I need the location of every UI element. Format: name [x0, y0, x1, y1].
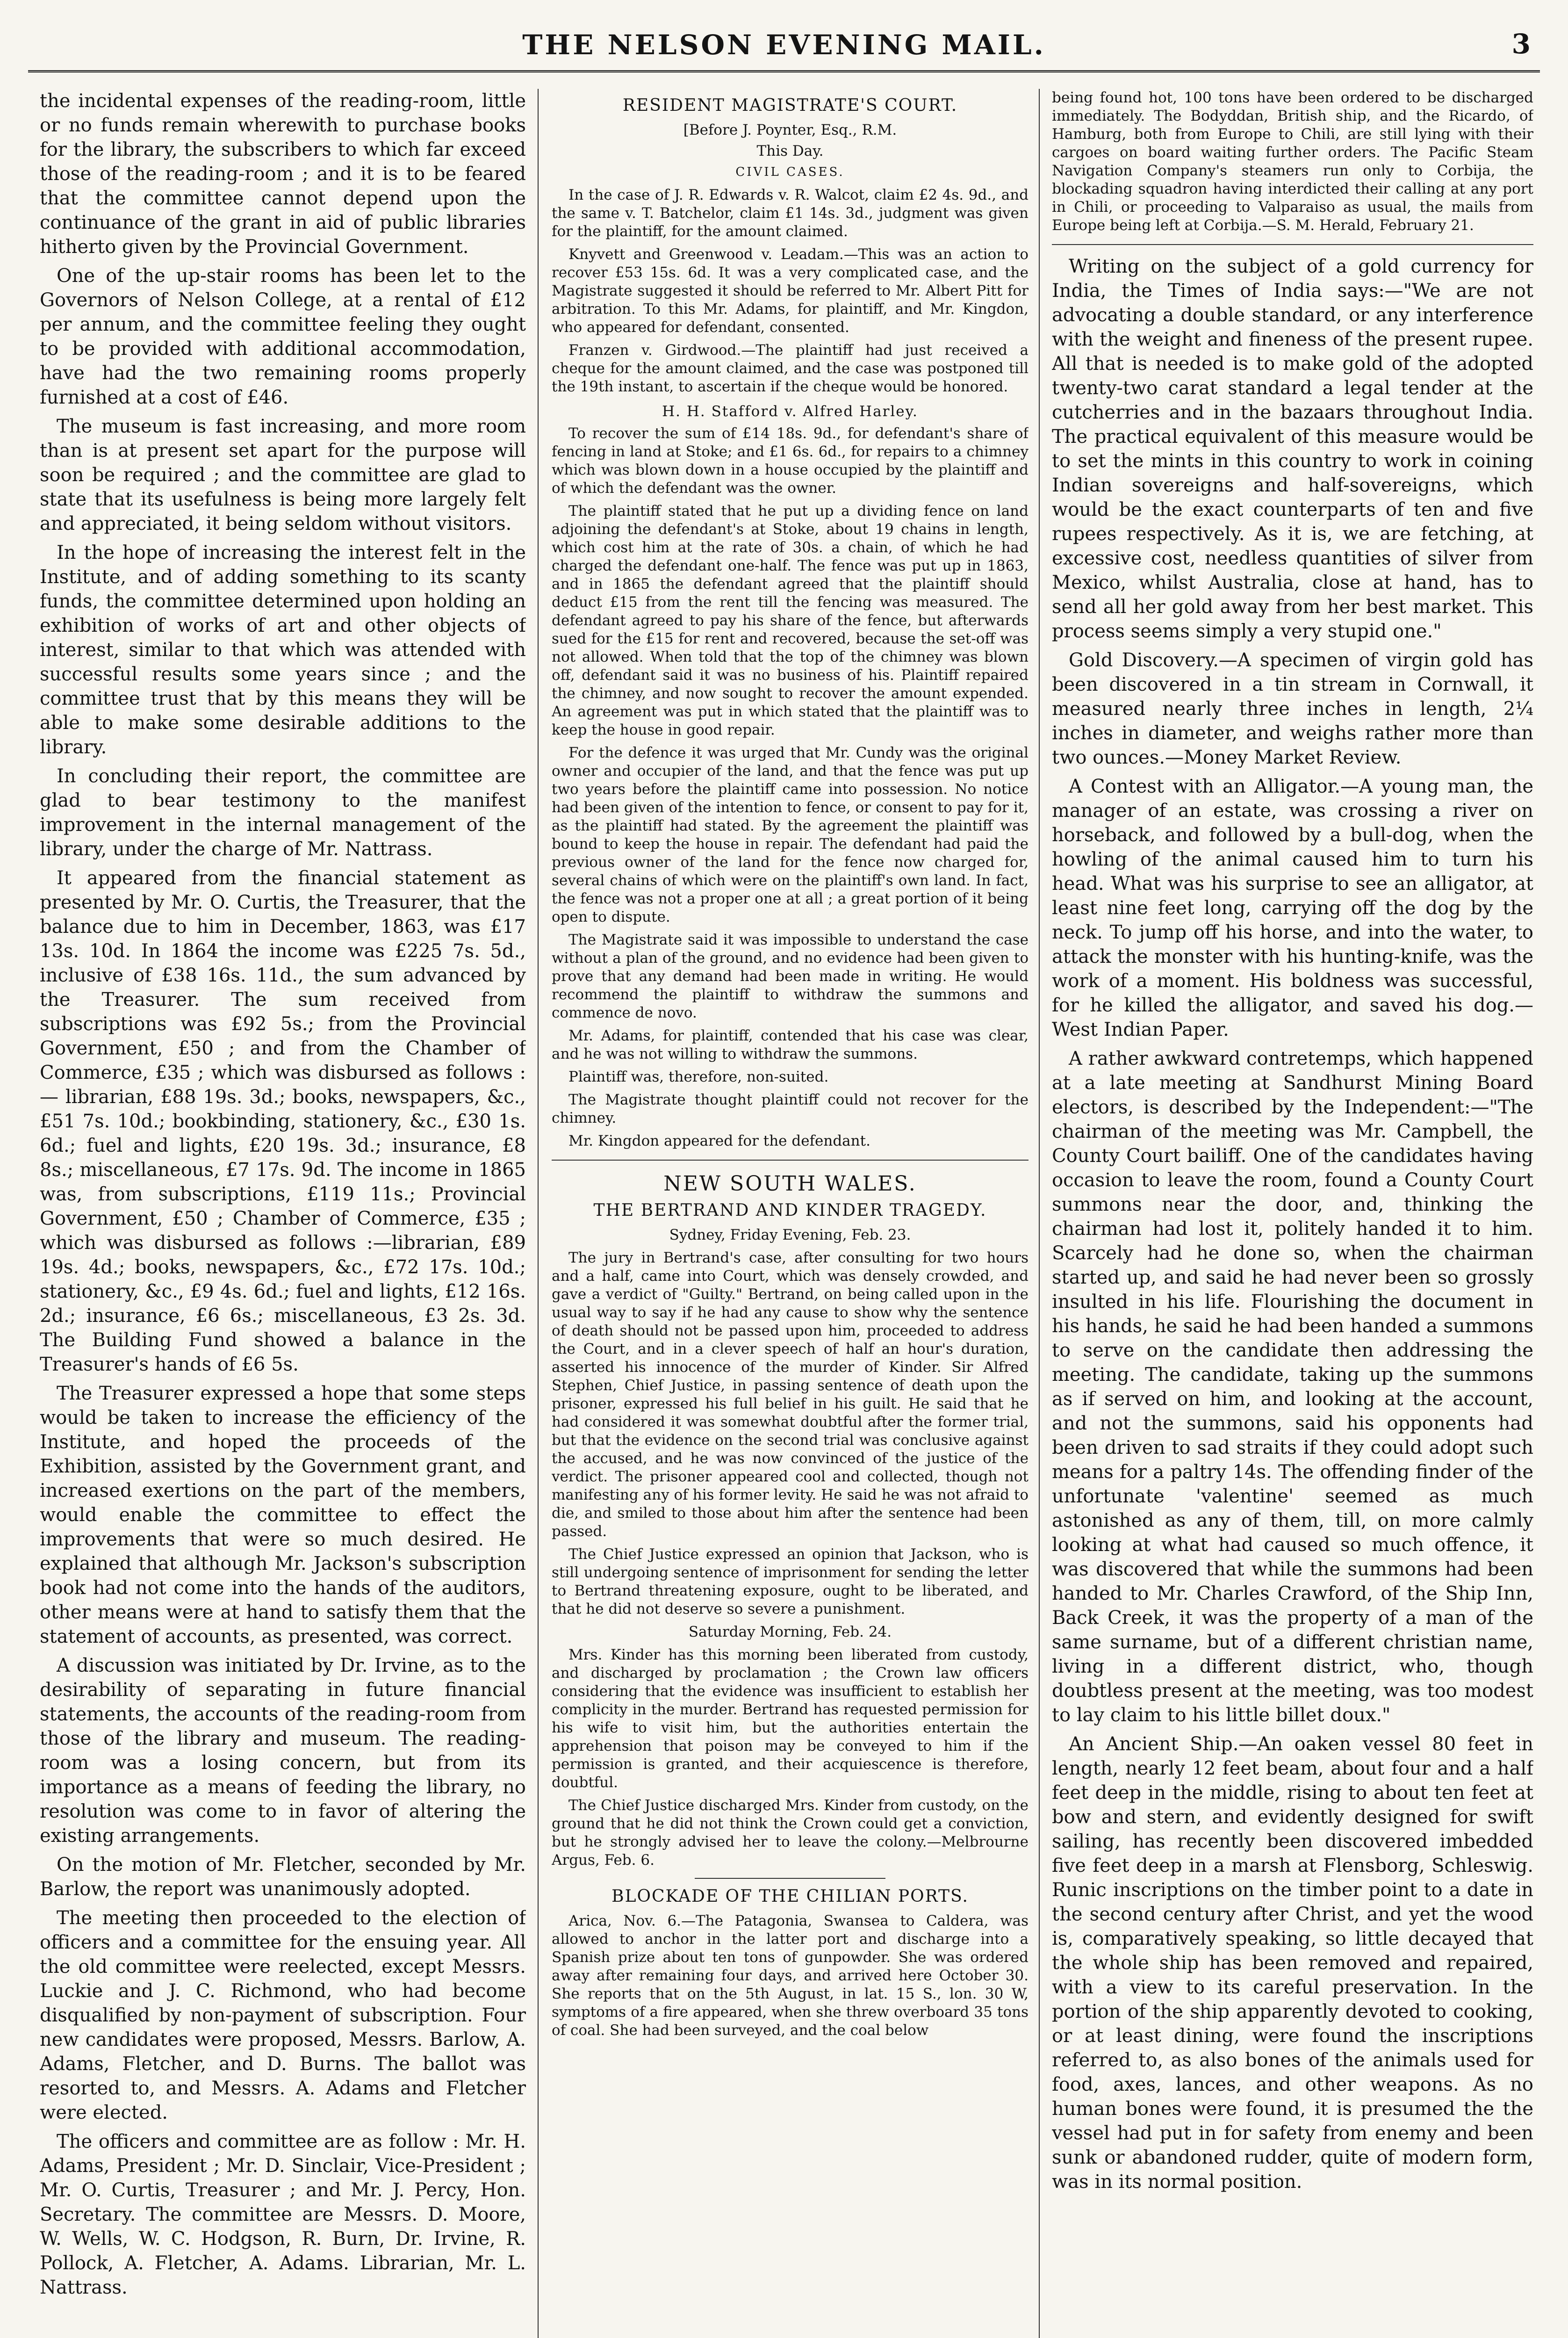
paragraph: In the case of J. R. Edwards v. R. Walcot, claim £2 4s. 9d., and the same v. T. Batchelor, claim £1 14s. 3d., judgment was given for the plaintiff, for the amount claimed.: [552, 187, 1029, 240]
nsw-heading: NEW SOUTH WALES.: [663, 1172, 917, 1196]
paragraph: On the motion of Mr. Fletcher, seconded by Mr. Barlow, the report was unanimously adopted.: [40, 1854, 526, 1900]
paragraph: Franzen v. Girdwood.—The plaintiff had just received a cheque for the amount claimed, and the case was postponed till the 19th instant, to ascertain if the cheque would be honored.: [552, 342, 1029, 395]
paragraph: The jury in Bertrand's case, after consulting for two hours and a half, came into Court, which was densely crowded, and gave a verdict of "Guilty." Bertrand, on being called upon in the usual way to say if he had any cause to show why the sentence of death should not be passed upon him, proceeded to address the Court, and in a clever speech of half an hour's duration, asserted his innocence of the murder of Kinder. Sir Alfred Stephen, Chief Justice, in passing sentence of death upon the prisoner, expressed his full belief in his guilt. He said that he had considered it was somewhat doubtful after the former trial, but that the evidence on the second trial was conclusive against the accused, and he was now convinced of the justice of the verdict. The prisoner appeared cool and collected, though not manifesting any of his former levity. He said he was not afraid to die, and smiled to those about him after the sentence had been passed.: [552, 1249, 1029, 1540]
paragraph: Gold Discovery.—A specimen of virgin gold has been discovered in a tin stream in Cornwall, it measured nearly three inches in length, 2¼ inches in diameter, and weighs rather more than two ounces.—Money Market Review.: [1052, 649, 1533, 768]
paragraph: An Ancient Ship.—An oaken vessel 80 feet in length, nearly 12 feet beam, about four and a half feet deep in the middle, rising to about ten feet at bow and stern, and evidently designed for swift sailing, has recently been discovered imbedded five feet deep in a marsh at Flensborg, Schleswig. Runic inscriptions on the timber point to a date in the second century after Christ, and yet the wood is, comparatively speaking, so little decayed that the whole ship has been removed and repaired, with a view to its careful preservation. In the portion of the ship apparently devoted to cooking, or at least dining, were found the inscriptions referred to, as also bones of the animals used for food, axes, lances, and other weapons. As no human bones were found, it is presumed the the vessel had put in for safety from enemy and been sunk or abandoned rudder, quite of modern form, was in its normal position.: [1052, 1733, 1533, 2193]
blockade-heading: BLOCKADE OF THE CHILIAN PORTS.: [611, 1887, 969, 1906]
paragraph: Mrs. Kinder has this morning been liberated from custody, and discharged by proclamation ; the Crown law officers considering that the evidence was insufficient to establish her complicity in the murder. Bertrand has requested permission for his wife to visit him, but the authorities entertain the apprehension that poison may be conveyed to him if the permission is granted, and their acquiescence is therefore, doubtful.: [552, 1646, 1029, 1791]
paragraph: A discussion was initiated by Dr. Irvine, as to the desirability of separating in future financial statements, the accounts of the reading-room from those of the library and museum. The reading-room was a losing concern, but from its importance as a means of feeding the library, no resolution was come to in favor of altering the existing arrangements.: [40, 1655, 526, 1847]
masthead-rule: [28, 70, 1540, 72]
paragraph: In the hope of increasing the interest felt in the Institute, and of adding something to its scanty funds, the committee determined upon holding an exhibition of works of art and other objects of interest, similar to that which was attended with successful results some years since ; and the committee trust that by this means they will be able to make some desirable additions to the library.: [40, 542, 526, 758]
paragraph: the incidental expenses of the reading-room, little or no funds remain wherewith to purchase books for the library, the subscribers to which far exceed those of the reading-room ; and it is to be feared that the committee cannot depend upon the continuance of the grant in aid of public libraries hitherto given by the Provincial Government.: [40, 90, 526, 258]
court-day: This Day.: [756, 143, 824, 159]
paragraph: The Magistrate thought plaintiff could not recover for the chimney.: [552, 1091, 1029, 1126]
column-2: [552, 89, 1029, 2338]
paragraph: It appeared from the financial statement as presented by Mr. O. Curtis, the Treasurer, that the balance due to him in December, 1863, was £17 13s. 10d. In 1864 the income was £225 7s. 5d., inclusive of £38 16s. 11d., the sum advanced by the Treasurer. The sum received from subscriptions was £92 5s.; from the Provincial Government, £50 ; and from the Chamber of Commerce, £35 ; which was disbursed as follows :— librarian, £88 19s. 3d.; books, newspapers, &c., £51 7s. 10d.; bookbinding, stationery, &c., £30 1s. 6d.; fuel and lights, £20 19s. 3d.; insurance, £8 8s.; miscellaneous, £7 17s. 9d. The income in 1865 was, from subscriptions, £119 11s.; Provincial Government, £50 ; Chamber of Commerce, £35 ; which was disbursed as follows :—librarian, £89 19s. 4d.; books, newspapers, &c., £72 17s. 10d.; stationery, &c., £9 4s. 6d.; fuel and lights, £12 16s. 2d.; insurance, £6 6s.; miscellaneous, £3 2s. 3d. The Building Fund showed a balance in the Treasurer's hands of £6 5s.: [40, 867, 526, 1375]
column-1: [40, 89, 526, 2338]
paragraph: A rather awkward contretemps, which happened at a late meeting at Sandhurst Mining Board electors, is described by the Independent:—"The chairman of the meeting was Mr. Campbell, the County Court bailiff. One of the candidates having occasion to leave the room, found a County Court summons near the door, and, thinking the chairman had lost it, politely handed it to him. Scarcely had he done so, when the chairman started up, and said he had never been so grossly insulted in his life. Flourishing the document in his hands, he said he had been handed a summons to serve on the candidate then addressing the meeting. The candidate, taking up the summons as if served on him, and looking at the account, and not the summons, said his opponents had been driven to sad straits if they could adopt such means for a paltry 14s. The offending finder of the unfortunate 'valentine' seemed as much astonished as any of them, till, on more calmly looking at what had caused so much offence, it was discovered that while the summons had been handed to Mr. Charles Crawford, of the Ship Inn, Back Creek, it was the property of a man of the same surname, but of a different christian name, living in a different district, who, though doubtless present at the meeting, was too modest to lay claim to his little billet doux.": [1052, 1048, 1533, 1726]
paragraph: The Chief Justice discharged Mrs. Kinder from custody, on the ground that he did not think the Crown could get a conviction, but he strongly advised her to leave the colony.—Melbrourne Argus, Feb. 6.: [552, 1797, 1029, 1869]
paragraph: The Chief Justice expressed an opinion that Jackson, who is still undergoing sentence of imprisonment for sending the letter to Bertrand threatening exposure, ought to be liberated, and that he did not deserve so severe a punishment.: [552, 1546, 1029, 1617]
paragraph: Arica, Nov. 6.—The Patagonia, Swansea to Caldera, was allowed to anchor in the latter port and discharge into a Spanish prize about ten tons of gunpowder. She was ordered away after remaining four days, and arrived here October 30. She reports that on the 5th August, in lat. 15 S., lon. 30 W, symptoms of a fire appeared, when she threw overboard 35 tons of coal. She had been surveyed, and the coal below: [552, 1912, 1029, 2039]
paragraph: The museum is fast increasing, and more room than is at present set apart for the purpose will soon be required ; and the committee are glad to state that its usefulness is being more largely felt and appreciated, it being seldom without visitors.: [40, 416, 526, 534]
paragraph: To recover the sum of £14 18s. 9d., for defendant's share of fencing in land at Stoke; and £1 6s. 6d., for repairs to a chimney which was blown down in a house occupied by the plaintiff and of which the defendant was the owner.: [552, 425, 1029, 497]
court-heading: RESIDENT MAGISTRATE'S COURT.: [622, 96, 958, 115]
paragraph: Mr. Adams, for plaintiff, contended that his case was clear, and he was not willing to withdraw the summons.: [552, 1027, 1029, 1062]
masthead: [28, 23, 1540, 75]
paragraph: In concluding their report, the committee are glad to bear testimony to the manifest improvement in the internal management of the library, under the charge of Mr. Nattrass.: [40, 765, 526, 860]
case-title: H. H. Stafford v. Alfred Harley.: [662, 403, 918, 420]
paragraph: A Contest with an Alligator.—A young man, the manager of an estate, was crossing a river on horseback, and followed by a bull-dog, when the howling of the animal caused him to turn his head. What was his surprise to see an alligator, at least nine feet long, carrying off the dog by the neck. To jump off his horse, and into the water, to attack the monster with his hunting-knife, was the work of a moment. His boldness was successful, for he killed the alligator, and saved his dog.—West Indian Paper.: [1052, 776, 1533, 1040]
newspaper-title: THE NELSON EVENING MAIL.: [522, 29, 1046, 61]
paragraph: The plaintiff stated that he put up a dividing fence on land adjoining the defendant's at Stoke, about 19 chains in length, which cost him at the rate of 30s. a chain, of which he had charged the defendant one-half. The fence was put up in 1863, and in 1865 the defendant agreed that the plaintiff should deduct £15 from the rent till the fencing was measured. The defendant agreed to pay his share of the fence, but afterwards sued for the £15 for rent and recovered, because the set-off was not allowed. When told that the top of the chimney was blown off, defendant said it was no business of his. Plaintiff repaired the chimney, and now sought to recover the amount expended. An agreement was put in which stated that the plaintiff was to keep the house in good repair.: [552, 503, 1029, 738]
paragraph: Mr. Kingdon appeared for the defendant.: [568, 1133, 870, 1149]
paragraph: The meeting then proceeded to the election of officers and a committee for the ensuing year. All the old committee were reelected, except Messrs. Luckie and J. C. Richmond, who had become disqualified by non-payment of subscription. Four new candidates were proposed, Messrs. Barlow, A. Adams, Fletcher, and D. Burns. The ballot was resorted to, and Messrs. A. Adams and Fletcher were elected.: [40, 1907, 526, 2123]
dateline: Sydney, Friday Evening, Feb. 23.: [669, 1227, 911, 1243]
column-3: [1052, 89, 1533, 2338]
paragraph: Writing on the subject of a gold currency for India, the Times of India says:—"We are not advocating a double standard, or any interference with the weight and fineness of the present rupee. All that is needed is to make gold of the adopted twenty-two carat standard a legal tender at the cutcherries and in the bazaars throughout India. The practical equivalent of this measure would be to set the mints in this country to work in coining Indian sovereigns and half-sovereigns, which would be the exact counterparts of ten and five rupees respectively. As it is, we are fetching, at excessive cost, needless quantities of silver from Mexico, whilst Australia, close at hand, has to send all her gold away from her best market. This process seems simply a very stupid one.": [1052, 256, 1533, 642]
dateline: Saturday Morning, Feb. 24.: [688, 1624, 892, 1640]
paragraph: The Magistrate said it was impossible to understand the case without a plan of the ground, and no evidence had been given to prove that any demand had been made in writing. He would recommend the plaintiff to withdraw the summons and commence de novo.: [552, 931, 1029, 1021]
nsw-subheading: THE BERTRAND AND KINDER TRAGEDY.: [593, 1201, 987, 1220]
section-rule: [695, 1878, 885, 1879]
section-rule: [552, 1160, 1029, 1161]
paragraph: Knyvett and Greenwood v. Leadam.—This was an action to recover £53 15s. 6d. It was a very complicated case, and the Magistrate suggested it should be referred to Mr. Albert Pitt for arbitration. To this Mr. Adams, for plaintiff, and Mr. Kingdon, who appeared for defendant, consented.: [552, 246, 1029, 336]
civil-cases-heading: CIVIL CASES.: [735, 165, 845, 179]
paragraph: being found hot, 100 tons have been ordered to be discharged immediately. The Bodyddan, British ship, and the Ricardo, of Hamburg, both from Europe to Chili, are still lying with their cargoes on board waiting further orders. The Pacific Steam Navigation Company's steamers run only to Corbija, the blockading squadron having interdicted their calling at any port in Chili, or proceeding to Valparaiso as usual, the mails from Europe being left at Corbija.—S. M. Herald, February 21.: [1052, 89, 1533, 234]
column-divider: [1039, 89, 1040, 2338]
paragraph: Plaintiff was, therefore, non-suited.: [568, 1068, 829, 1085]
page-number: 3: [1511, 28, 1531, 60]
paragraph: The officers and committee are as follow : Mr. H. Adams, President ; Mr. D. Sinclair, Vice-President ; Mr. O. Curtis, Treasurer ; and Mr. J. Percy, Hon. Secretary. The committee are Messrs. D. Moore, W. Wells, W. C. Hodgson, R. Burn, Dr. Irvine, R. Pollock, A. Fletcher, A. Adams. Librarian, Mr. L. Nattrass.: [40, 2131, 526, 2298]
paragraph: The Treasurer expressed a hope that some steps would be taken to increase the efficiency of the Institute, and hoped the proceeds of the Exhibition, assisted by the Government grant, and increased exertions on the part of the members, would enable the committee to effect the improvements that were so much desired. He explained that although Mr. Jackson's subscription book had not come into the hands of the auditors, other means were at hand to satisfy them that the statement of accounts, as presented, was correct.: [40, 1383, 526, 1647]
section-rule: [1052, 244, 1533, 245]
paragraph: One of the up-stair rooms has been let to the Governors of Nelson College, at a rental of £12 per annum, and the committee feeling they ought to be provided with additional accommodation, have had the two remaining rooms properly furnished at a cost of £46.: [40, 265, 526, 408]
paragraph: For the defence it was urged that Mr. Cundy was the original owner and occupier of the land, and that the fence was put up two years before the plaintiff came into possession. No notice had been given of the intention to fence, or consent to pay for it, as the plaintiff had stated. By the agreement the plaintiff was bound to keep the house in repair. The defendant had paid the previous owner of the land for the fence now charged for, several chains of which were on the plaintiff's own land. In fact, the fence was not a proper one at all ; a great portion of it being open to dispute.: [552, 744, 1029, 925]
court-before: [Before J. Poynter, Esq., R.M.: [683, 122, 897, 138]
column-divider: [538, 89, 539, 2338]
